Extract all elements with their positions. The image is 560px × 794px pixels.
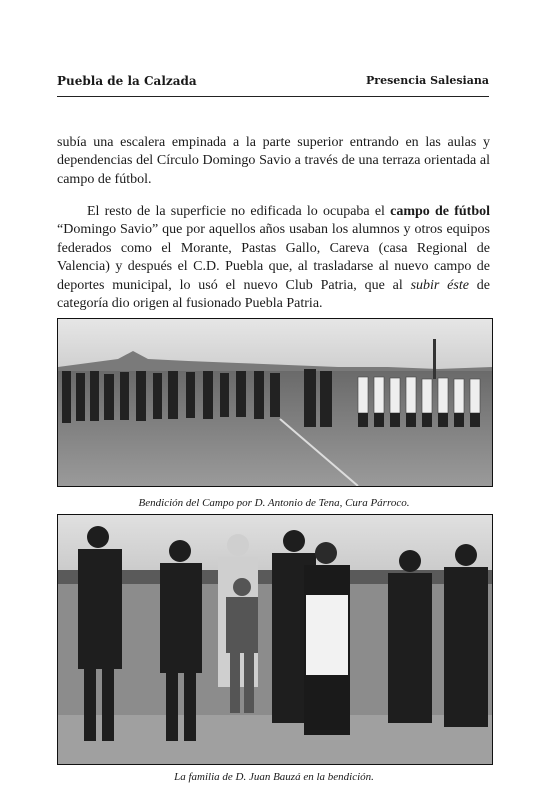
header-right-title: Presencia Salesiana bbox=[366, 74, 489, 87]
paragraph-1: subía una escalera empinada a la parte superior entrando en las aulas y dependencias del Círculo Domingo Savio a través de una terraza orientada al campo de fútbol. bbox=[57, 135, 490, 187]
header-rule bbox=[57, 96, 489, 97]
paragraph-2-bold: campo de fútbol bbox=[390, 204, 490, 219]
page-header bbox=[57, 74, 489, 92]
paragraph-2 bbox=[57, 203, 490, 313]
paragraph-2-italic: subir éste bbox=[410, 277, 469, 293]
caption-photo-2: La familia de D. Juan Bauzá en la bendición. bbox=[174, 771, 374, 783]
header-left-title: Puebla de la Calzada bbox=[57, 74, 197, 88]
caption-photo-1: Bendición del Campo por D. Antonio de Tena, Cura Párroco. bbox=[138, 497, 410, 509]
paragraph-2-part-1: El resto de la superficie no edificada lo ocupaba el bbox=[87, 204, 391, 219]
photo-field-blessing bbox=[57, 318, 493, 487]
paragraph-2-part-3: de categoría dio origen al fusionado Puebla Patria. bbox=[57, 277, 490, 312]
paragraph-2-part-2: “Domingo Savio” que por aquellos años usaban los alumnos y otros equipos federados como el Morante, Pastas Gallo, Careva (casa Regional de Valencia) y después el C.D. Puebla que, al trasladarse al nuevo campo de deportes municipal, lo usó el nuevo Club Patria, que al bbox=[57, 222, 490, 293]
photo-family-blessing bbox=[57, 514, 493, 765]
